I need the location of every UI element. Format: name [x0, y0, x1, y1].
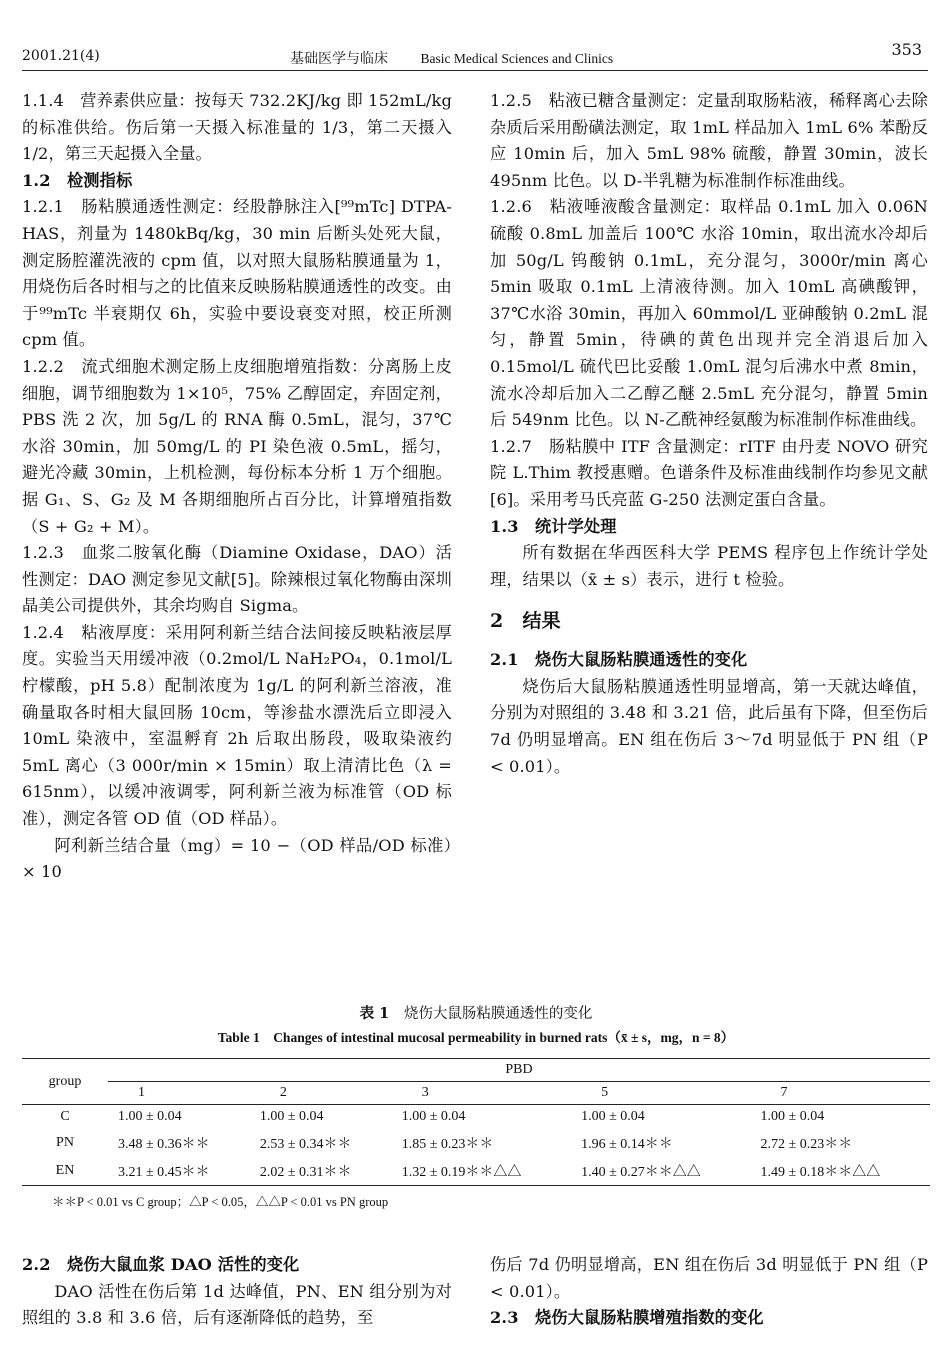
paragraph-1-2-1: 1.2.1 肠粘膜通透性测定：经股静脉注入[⁹⁹mTc] DTPA-HAS，剂量为 1480kBq/kg，30 min 后断头处死大鼠，测定肠腔灌洗液的 cpm 值，以对照大鼠肠粘膜通量为 1，用烧伤后各时相与之的比值来反映肠粘膜通透性的改变。由于⁹⁹mTc 半衰期仅 6h，实验中要设衰变对照，校正所测 cpm 值。 [22, 197, 452, 350]
pbd-column-header: 2 [250, 1082, 392, 1105]
pbd-column-header: 7 [751, 1082, 930, 1105]
right-column [490, 88, 928, 780]
running-header [22, 40, 928, 71]
pbd-column-header-row [22, 1082, 930, 1105]
group-cell: EN [22, 1157, 108, 1186]
value-cell: 1.00 ± 0.04 [581, 1109, 645, 1124]
table-row [22, 1129, 930, 1157]
bottom-right-column [490, 1252, 928, 1332]
table-body [22, 1105, 930, 1186]
value-cell: 1.00 ± 0.04 [118, 1109, 182, 1124]
table-caption-cn [22, 1004, 930, 1024]
table-title-cn: 烧伤大鼠肠粘膜通透性的变化 [403, 1006, 593, 1022]
bottom-left-column [22, 1252, 452, 1332]
table-caption-en: Table 1 Changes of intestinal mucosal permeability in burned rats（x̄ ± s，mg，n = 8） [217, 1030, 735, 1045]
value-cell: 1.32 ± 0.19＊＊△△ [392, 1157, 571, 1186]
value-cell: 3.21 ± 0.45＊＊ [108, 1157, 250, 1186]
value-cell: 1.00 ± 0.04 [259, 1109, 324, 1124]
table-footnote: ＊＊P < 0.01 vs C group；△P < 0.05，△△P < 0.01 vs PN group [52, 1195, 389, 1209]
page-number: 353 [891, 40, 922, 59]
value-cell: 1.00 ± 0.04 [760, 1109, 825, 1124]
paragraph-1-2-4: 1.2.4 粘液厚度：采用阿利新兰结合法间接反映粘液层厚度。实验当天用缓冲液（0.2mol/L NaH₂PO₄，0.1mol/L 柠檬酸，pH 5.8）配制浓度为 1g/L 的阿利新兰溶液，准确量取各时相大鼠回肠 10cm，等渗盐水漂洗后立即浸入 10mL 染液中，室温孵育 2h 后取出肠段，吸取染液约 5mL 离心（3 000r/min × 15min）取上清清比色（λ = 615nm），以缓冲液调零，阿利新兰液为标准管（OD 标准），测定各管 OD 值（OD 样品）。 [22, 622, 452, 829]
journal-title-en: Basic Medical Sciences and Clinics [420, 51, 614, 66]
section-heading-2-2: 2.2 烧伤大鼠血浆 DAO 活性的变化 [22, 1255, 300, 1274]
formula-alcian-blue: 阿利新兰结合量（mg）= 10 −（OD 样品/OD 标准）× 10 [22, 835, 452, 882]
journal-title [290, 48, 613, 68]
pbd-column-header: 3 [392, 1082, 571, 1105]
value-cell: 1.40 ± 0.27＊＊△△ [571, 1157, 750, 1186]
table-row [22, 1105, 930, 1130]
paragraph-1-2-3: 1.2.3 血浆二胺氧化酶（Diamine Oxidase，DAO）活性测定：DAO 测定参见文献[5]。除辣根过氧化物酶由深圳晶美公司提供外，其余均购自 Sigma。 [22, 543, 452, 616]
paragraph-1-3: 所有数据在华西医科大学 PEMS 程序包上作统计学处理，结果以（x̄ ± s）表示，进行 t 检验。 [490, 543, 928, 589]
group-cell: PN [56, 1135, 74, 1150]
paragraph-1-2-6: 1.2.6 粘液唾液酸含量测定：取样品 0.1mL 加入 0.06N 硫酸 0.8mL 加盖后 100℃ 水浴 10min，取出流水冷却后加 50g/L 钨酸钠 0.1mL，充分混匀，3000r/min 离心 5min 吸取 0.1mL 上清液待测。加入 10mL 高碘酸钾，37℃水浴 30min，再加入 60mmol/L 亚砷酸钠 0.2mL 混匀，静置 5min，待碘的黄色出现并完全消退后加入 0.15mol/L 硫代巴比妥酸 1.0mL 混匀后沸水中煮 8min，流水冷却后加入二乙醇乙醚 2.5mL 充分混匀，静置 5min 后 549nm 比色。以 N-乙酰神经氨酸为标准制作标准曲线。 [490, 197, 928, 430]
issue-info: 2001.21(4) [22, 48, 100, 64]
paragraph-1-2-2: 1.2.2 流式细胞术测定肠上皮细胞增殖指数：分离肠上皮细胞，调节细胞数为 1×10⁵，75% 乙醇固定，弃固定剂，PBS 洗 2 次，加 5g/L 的 RNA 酶 0.5mL，混匀，37℃水浴 30min，加 50mg/L 的 PI 染色液 0.5mL，摇匀，避光冷藏 30min，上机检测，每份标本分析 1 万个细胞。据 G₁、S、G₂ 及 M 各期细胞所占百分比，计算增殖指数（S + G₂ + M）。 [22, 356, 452, 536]
paragraph-1-1-4: 1.1.4 营养素供应量：按每天 732.2KJ/kg 即 152mL/kg 的标准供给。伤后第一天摄入标准量的 1/3，第二天摄入 1/2，第三天起摄入全量。 [22, 91, 452, 164]
paragraph-1-2-7: 1.2.7 肠粘膜中 ITF 含量测定：rITF 由丹麦 NOVO 研究院 L.Thim 教授惠赠。色谱条件及标准曲线制作均参见文献[6]。采用考马氏亮蓝 G-250 法测定蛋白含量。 [490, 436, 928, 509]
value-cell: 1.96 ± 0.14＊＊ [581, 1137, 673, 1152]
table-label: 表 1 [359, 1005, 390, 1022]
group-column-header: group [22, 1059, 108, 1105]
journal-title-cn: 基础医学与临床 [290, 51, 388, 67]
table-row [22, 1157, 930, 1186]
value-cell: 2.53 ± 0.34＊＊ [259, 1137, 352, 1152]
pbd-column-header: 1 [108, 1082, 250, 1105]
section-heading-2-3: 2.3 烧伤大鼠肠粘膜增殖指数的变化 [490, 1308, 764, 1328]
value-cell: 1.49 ± 0.18＊＊△△ [751, 1157, 930, 1186]
left-column [22, 88, 452, 886]
section-heading-1-3: 1.3 统计学处理 [490, 516, 617, 536]
value-cell: 1.00 ± 0.04 [401, 1109, 466, 1124]
value-cell: 2.72 ± 0.23＊＊ [760, 1137, 853, 1152]
paragraph-2-1: 烧伤后大鼠肠粘膜通透性明显增高，第一天就达峰值，分别为对照组的 3.48 和 3.21 倍，此后虽有下降，但至伤后 7d 仍明显增高。EN 组在伤后 3～7d 明显低于 PN 组（P < 0.01）。 [490, 676, 928, 776]
permeability-table [22, 1058, 930, 1186]
group-cell: C [60, 1109, 70, 1124]
section-heading-2: 2 结果 [490, 610, 561, 633]
section-heading-2-1: 2.1 烧伤大鼠肠粘膜通透性的变化 [490, 650, 748, 670]
paragraph-2-2-continued: 伤后 7d 仍明显增高，EN 组在伤后 3d 明显低于 PN 组（P < 0.01）。 [490, 1255, 928, 1301]
value-cell: 1.85 ± 0.23＊＊ [401, 1137, 494, 1152]
paragraph-2-2: DAO 活性在伤后第 1d 达峰值，PN、EN 组分别为对照组的 3.8 和 3.6 倍，后有逐渐降低的趋势，至 [22, 1281, 452, 1328]
pbd-span-header: PBD [108, 1059, 930, 1082]
value-cell: 3.48 ± 0.36＊＊ [118, 1137, 210, 1152]
paragraph-1-2-5: 1.2.5 粘液已糖含量测定：定量刮取肠粘液，稀释离心去除杂质后采用酚磺法测定，取 1mL 样品加入 1mL 6% 苯酚反应 10min 后，加入 5mL 98% 硫酸，静置 30min，波长 495nm 比色。以 D-半乳糖为标准制作标准曲线。 [490, 91, 928, 190]
value-cell: 2.02 ± 0.31＊＊ [250, 1157, 392, 1186]
section-heading-1-2: 1.2 检测指标 [22, 170, 133, 190]
pbd-column-header: 5 [571, 1082, 750, 1105]
table-1 [22, 1004, 930, 1210]
